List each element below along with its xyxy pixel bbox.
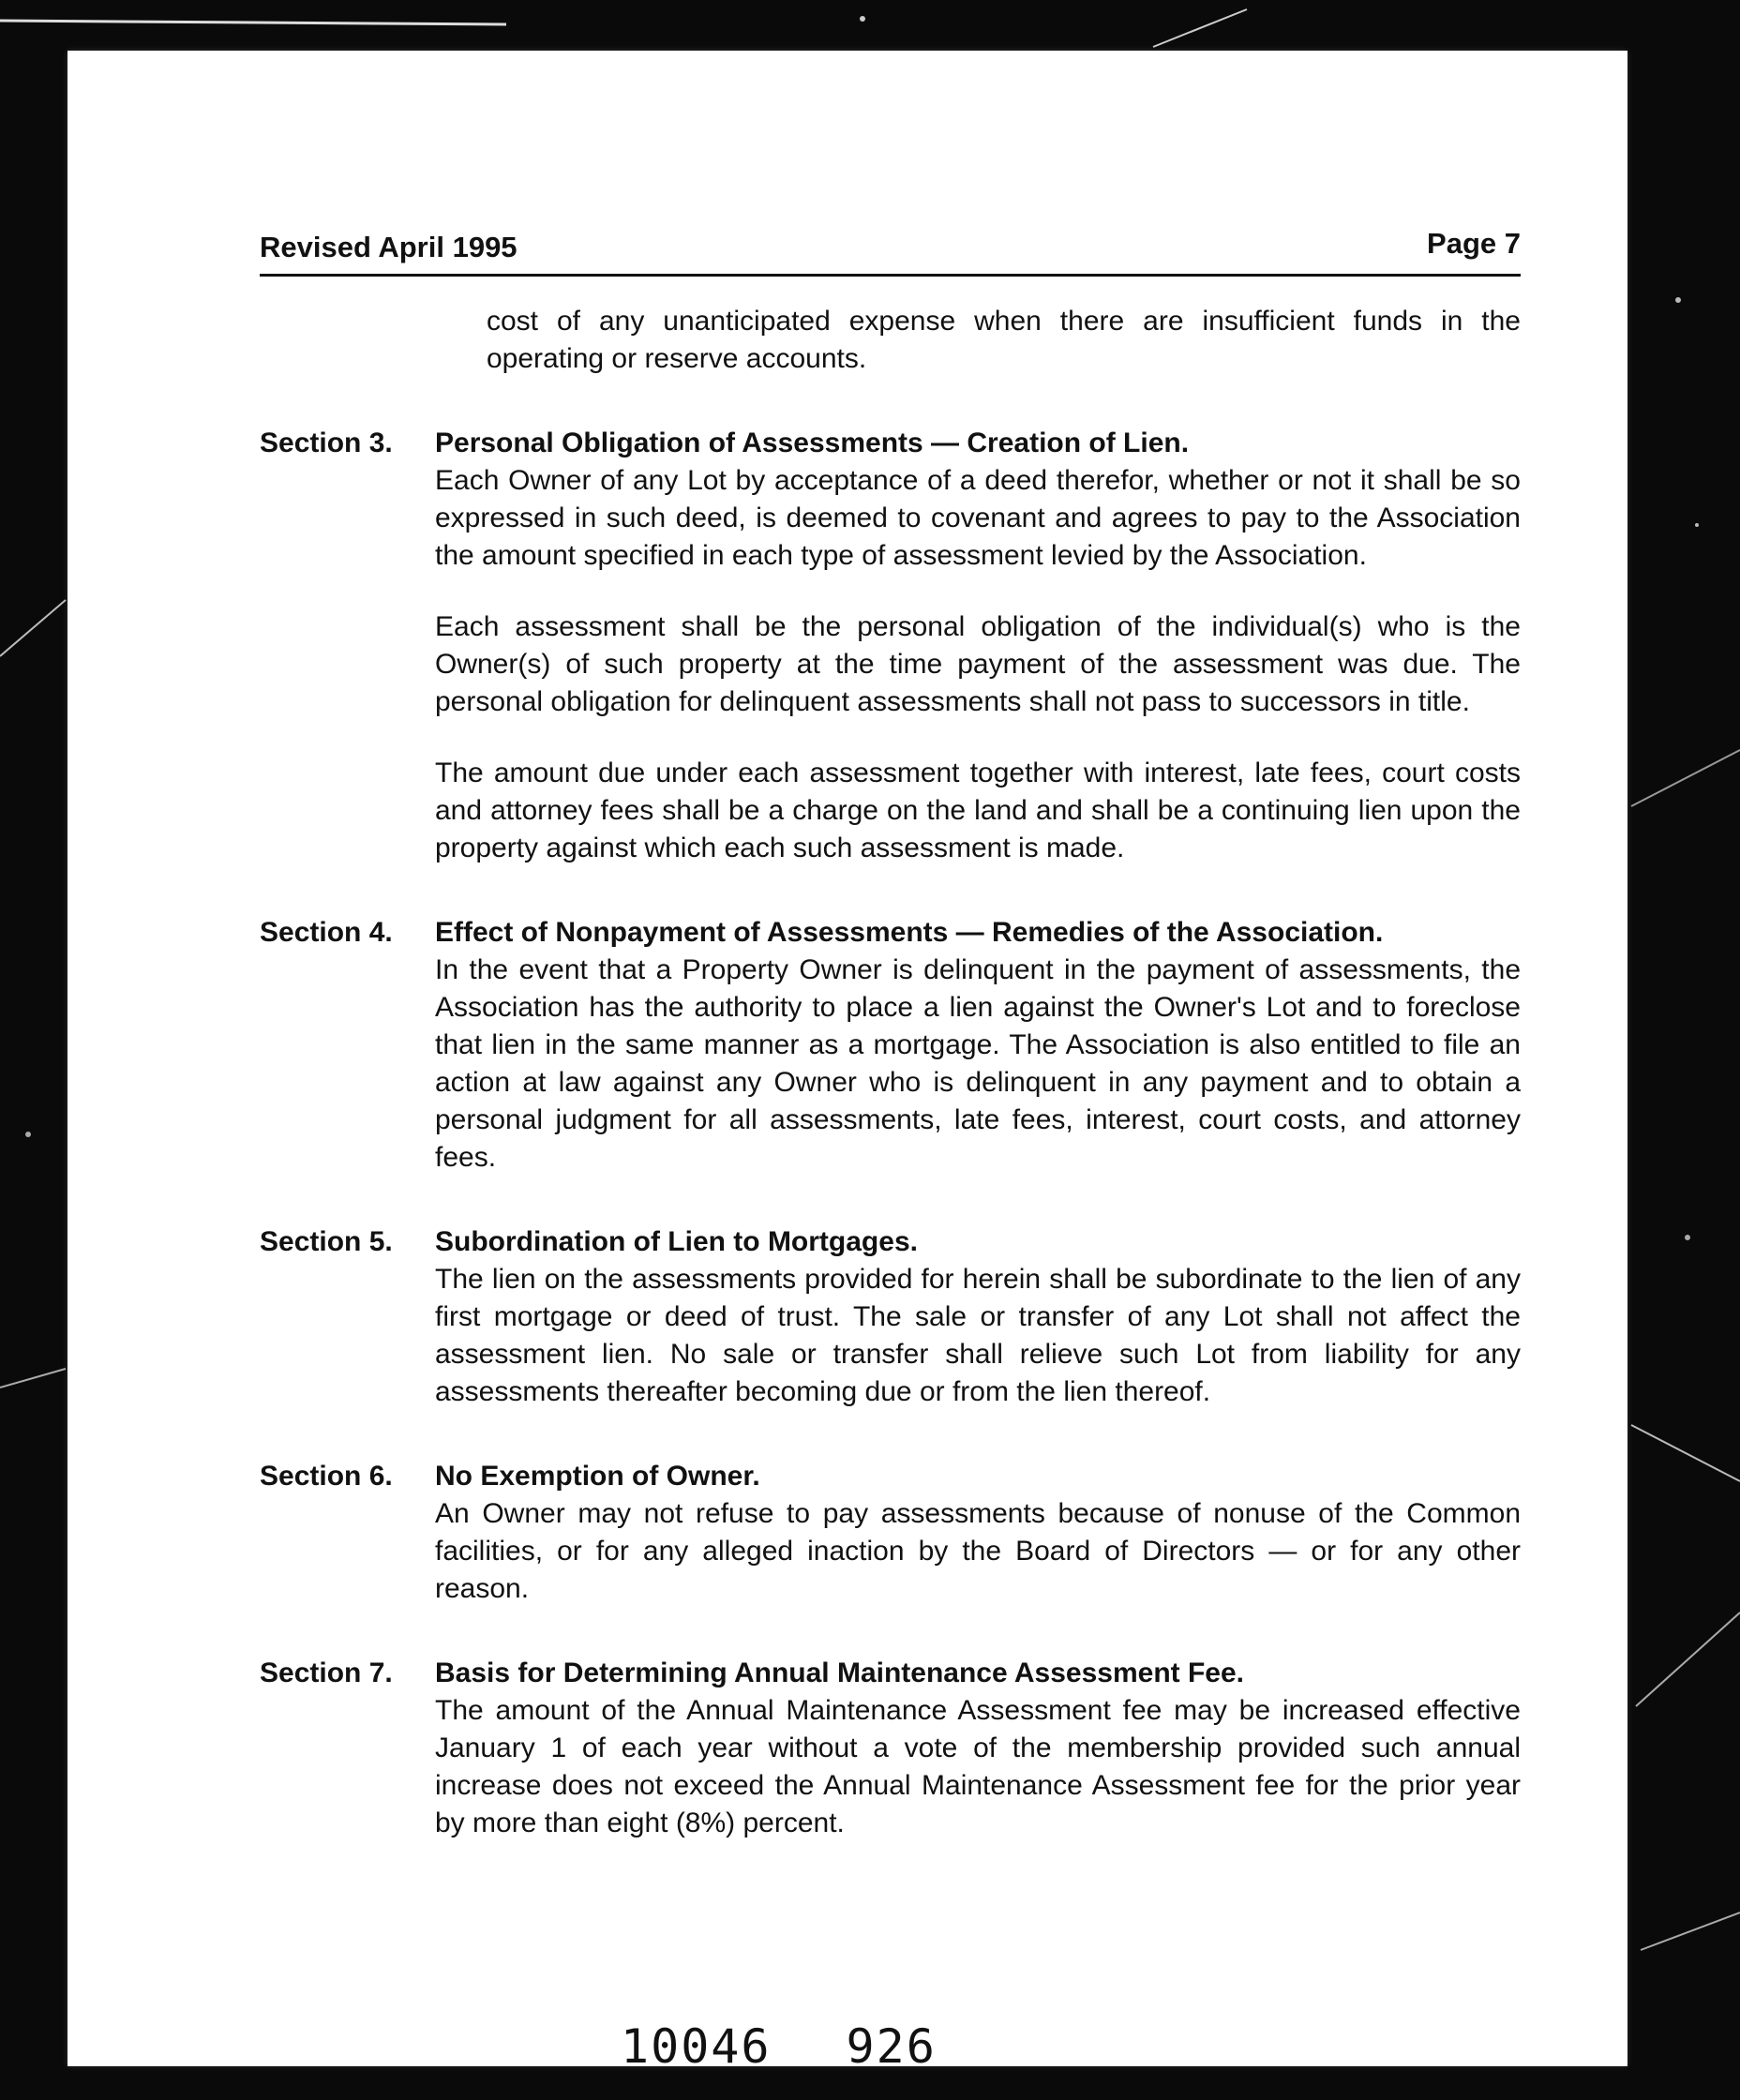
section-7 bbox=[260, 1655, 1521, 1842]
section-paragraph: In the event that a Property Owner is delinquent in the payment of assessments, the Association has the authority to place a lien against the Owner's Lot and to foreclose that lien in the same manner as a mortgage. The Association is also entitled to file an action at law against any Owner who is delinquent in any payment and to obtain a personal judgment for all assessments, late fees, interest, court costs, and attorney fees. bbox=[435, 954, 1521, 1173]
section-body bbox=[435, 1223, 1521, 1411]
section-label: Section 6. bbox=[260, 1461, 393, 1492]
document-page bbox=[68, 51, 1628, 2074]
recording-book-number: 10046 bbox=[621, 2019, 772, 2074]
page-number: Page 7 bbox=[1427, 227, 1521, 260]
section-5 bbox=[260, 1223, 1521, 1411]
section-paragraph: The amount due under each assessment together with interest, late fees, court costs and attorney fees shall be a charge on the land and shall be a continuing lien upon the property against which each such assessment is made. bbox=[435, 758, 1521, 863]
section-title: Personal Obligation of Assessments — Creation of Lien. bbox=[435, 428, 1190, 458]
header-rule bbox=[260, 274, 1521, 277]
section-paragraph: Each Owner of any Lot by acceptance of a deed therefor, whether or not it shall be so expressed in such deed, is deemed to covenant and agrees to pay to the Association the amount specified in each type of assessment levied by the Association. bbox=[435, 465, 1521, 571]
recording-stamp bbox=[621, 2019, 937, 2074]
section-label: Section 3. bbox=[260, 428, 393, 458]
revision-date: Revised April 1995 bbox=[260, 231, 518, 263]
section-title: No Exemption of Owner. bbox=[435, 1461, 760, 1492]
page-header bbox=[260, 219, 1521, 272]
section-label: Section 4. bbox=[260, 917, 393, 948]
section-paragraph: The amount of the Annual Maintenance Assessment fee may be increased effective January 1 of each year without a vote of the membership provided such annual increase does not exceed the Annual Maintenance Assessment fee for the prior year by more than eight (8%) percent. bbox=[435, 1695, 1521, 1838]
section-body bbox=[435, 1458, 1521, 1608]
section-paragraph: The lien on the assessments provided for herein shall be subordinate to the lien of any first mortgage or deed of trust. The sale or transfer of any Lot shall not affect the assessment lien. No sale or transfer shall relieve such Lot from liability for any assessments thereafter becoming due or from the lien thereof. bbox=[435, 1264, 1521, 1407]
section-title: Subordination of Lien to Mortgages. bbox=[435, 1226, 918, 1257]
section-4 bbox=[260, 914, 1521, 1177]
recording-page-number: 926 bbox=[846, 2019, 937, 2074]
section-title: Basis for Determining Annual Maintenance Assessment Fee. bbox=[435, 1658, 1245, 1688]
section-paragraph: Each assessment shall be the personal obligation of the individual(s) who is the Owner(s) of such property at the time payment of the assessment was due. The personal obligation for delinquent assessments shall not pass to successors in title. bbox=[435, 611, 1521, 717]
continuation-paragraph: cost of any unanticipated expense when there are insufficient funds in the operating or reserve accounts. bbox=[487, 306, 1521, 374]
section-paragraph: An Owner may not refuse to pay assessments because of nonuse of the Common facilities, or for any alleged inaction by the Board of Directors — or for any other reason. bbox=[435, 1498, 1521, 1604]
section-label: Section 7. bbox=[260, 1658, 393, 1688]
section-6 bbox=[260, 1458, 1521, 1608]
section-label: Section 5. bbox=[260, 1226, 393, 1257]
section-body bbox=[435, 914, 1521, 1177]
section-title: Effect of Nonpayment of Assessments — Remedies of the Association. bbox=[435, 917, 1384, 948]
section-3 bbox=[260, 425, 1521, 867]
section-body bbox=[435, 425, 1521, 867]
page-content bbox=[260, 219, 1521, 1842]
section-body bbox=[435, 1655, 1521, 1842]
